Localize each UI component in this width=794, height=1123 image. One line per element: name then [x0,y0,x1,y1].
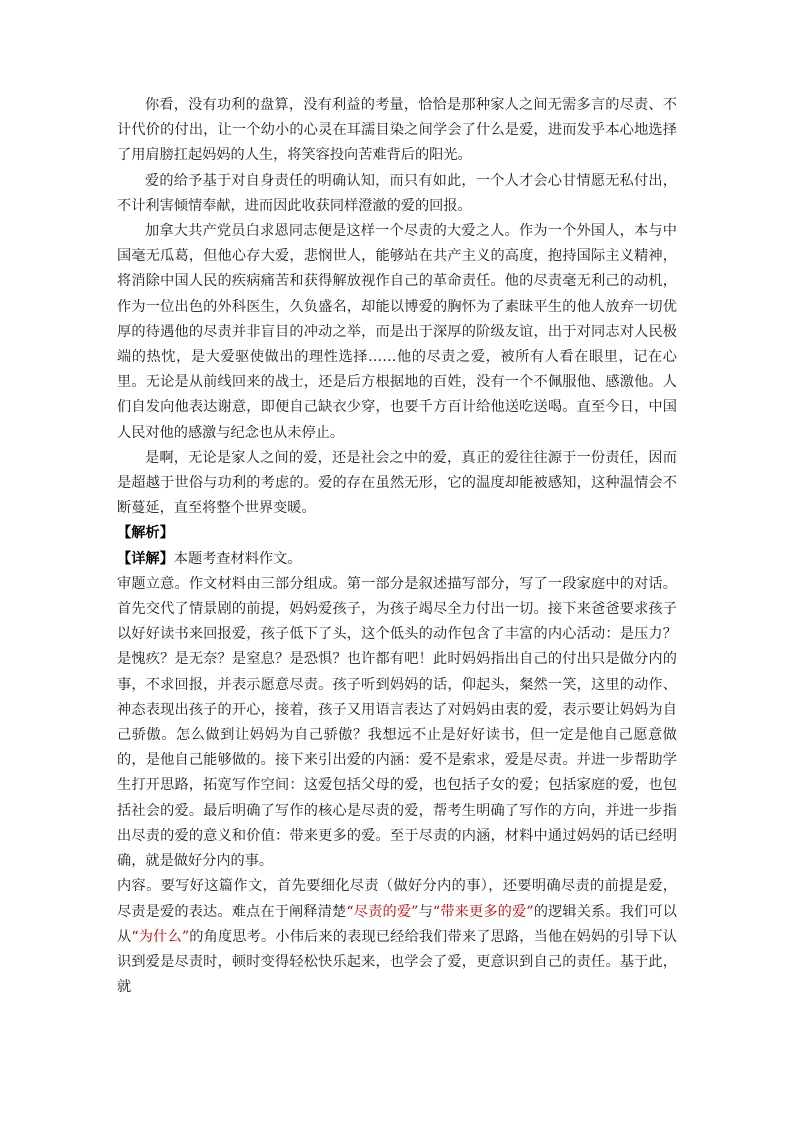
analysis-heading-label: 【解析】 [117,525,174,542]
analysis-p2-part-a: 内容。要写好这篇作文，首先要细化尽责（做好分内的事），还要明确尽责的前提是爱，尽责是爱的表达。难点在于阐释清楚 [117,878,677,920]
detail-label: 【详解】 [117,550,174,567]
analysis-p2-part-d: 的角度思考。小伟后来的表现已经给我们带来了思路，当他在妈妈的引导下认识到爱是尽责时，顿时变得轻松快乐起来，也学会了爱，更意识到自己的责任。基于此，就 [117,928,677,996]
analysis-paragraph-2 [117,874,677,1000]
quote-responsible-love: “尽责的爱” [346,903,419,920]
quote-more-love: “带来更多的爱” [432,903,534,920]
essay-paragraph-3: 加拿大共产党员白求恩同志便是这样一个尽责的大爱之人。作为一个外国人，本与中国毫无瓜葛，但他心存大爱，悲悯世人，能够站在共产主义的高度，抱持国际主义精神，将消除中国人民的疾病痛苦和获得解放视作自己的革命责任。他的尽责毫无利己的动机，作为一位出色的外科医生，久负盛名，却能以博爱的胸怀为了素昧平生的他人放弃一切优厚的待遇他的尽责并非盲目的冲动之举，而是出于深厚的阶级友谊，出于对同志对人民极端的热忱，是大爱驱使做出的理性选择……他的尽责之爱，被所有人看在眼里，记在心里。无论是从前线回来的战士，还是后方根据地的百姓，没有一个不佩服他、感激他。人们自发向他表达谢意，即便自己缺衣少穿，也要千方百计给他送吃送喝。直至今日，中国人民对他的感激与纪念也从未停止。 [117,223,677,441]
analysis-heading [117,521,677,546]
detail-line [117,547,677,572]
essay-paragraph-1: 你看，没有功利的盘算，没有利益的考量，恰恰是那种家人之间无需多言的尽责、不计代价的付出，让一个幼小的心灵在耳濡目染之间学会了什么是爱，进而发乎本心地选择了用肩膀扛起妈妈的人生，将笑容投向苦难背后的阳光。 [117,97,677,164]
analysis-p2-part-c: 的逻辑关系。我们可以从 [117,903,677,945]
quote-why: “为什么” [131,928,190,945]
analysis-paragraph-1: 审题立意。作文材料由三部分组成。第一部分是叙述描写部分，写了一段家庭中的对话。首先交代了情景剧的前提，妈妈爱孩子，为孩子竭尽全力付出一切。接下来爸爸要求孩子以好好读书来回报爱，孩子低下了头，这个低头的动作包含了丰富的内心活动：是压力？是愧疚？是无奈？是窒息？是恐惧？也许都有吧！此时妈妈指出自己的付出只是做分内的事，不求回报，并表示愿意尽责。孩子听到妈妈的话，仰起头，粲然一笑，这里的动作、神态表现出孩子的开心，接着，孩子又用语言表达了对妈妈由衷的爱，表示要让妈妈为自己骄傲。怎么做到让妈妈为自己骄傲？我想远不止是好好读书，但一定是他自己愿意做的，是他自己能够做的。接下来引出爱的内涵：爱不是索求，爱是尽责。并进一步帮助学生打开思路，拓宽写作空间：这爱包括父母的爱，也包括子女的爱；包括家庭的爱，也包括社会的爱。最后明确了写作的核心是尽责的爱，帮考生明确了写作的方向，并进一步指出尽责的爱的意义和价值：带来更多的爱。至于尽责的内涵，材料中通过妈妈的话已经明确，就是做好分内的事。 [117,575,677,870]
detail-text: 本题考查材料作文。 [173,550,302,567]
essay-paragraph-2: 爱的给予基于对自身责任的明确认知，而只有如此，一个人才会心甘情愿无私付出，不计利害倾情奉献，进而因此收获同样澄澈的爱的回报。 [117,172,677,214]
document-page [117,93,677,1000]
analysis-p2-part-b: 与 [418,903,433,920]
essay-paragraph-4: 是啊，无论是家人之间的爱，还是社会之中的爱，真正的爱往往源于一份责任，因而是超越于世俗与功利的考虑的。爱的存在虽然无形，它的温度却能被感知，这种温情会不断蔓延，直至将整个世界变暖。 [117,449,677,517]
